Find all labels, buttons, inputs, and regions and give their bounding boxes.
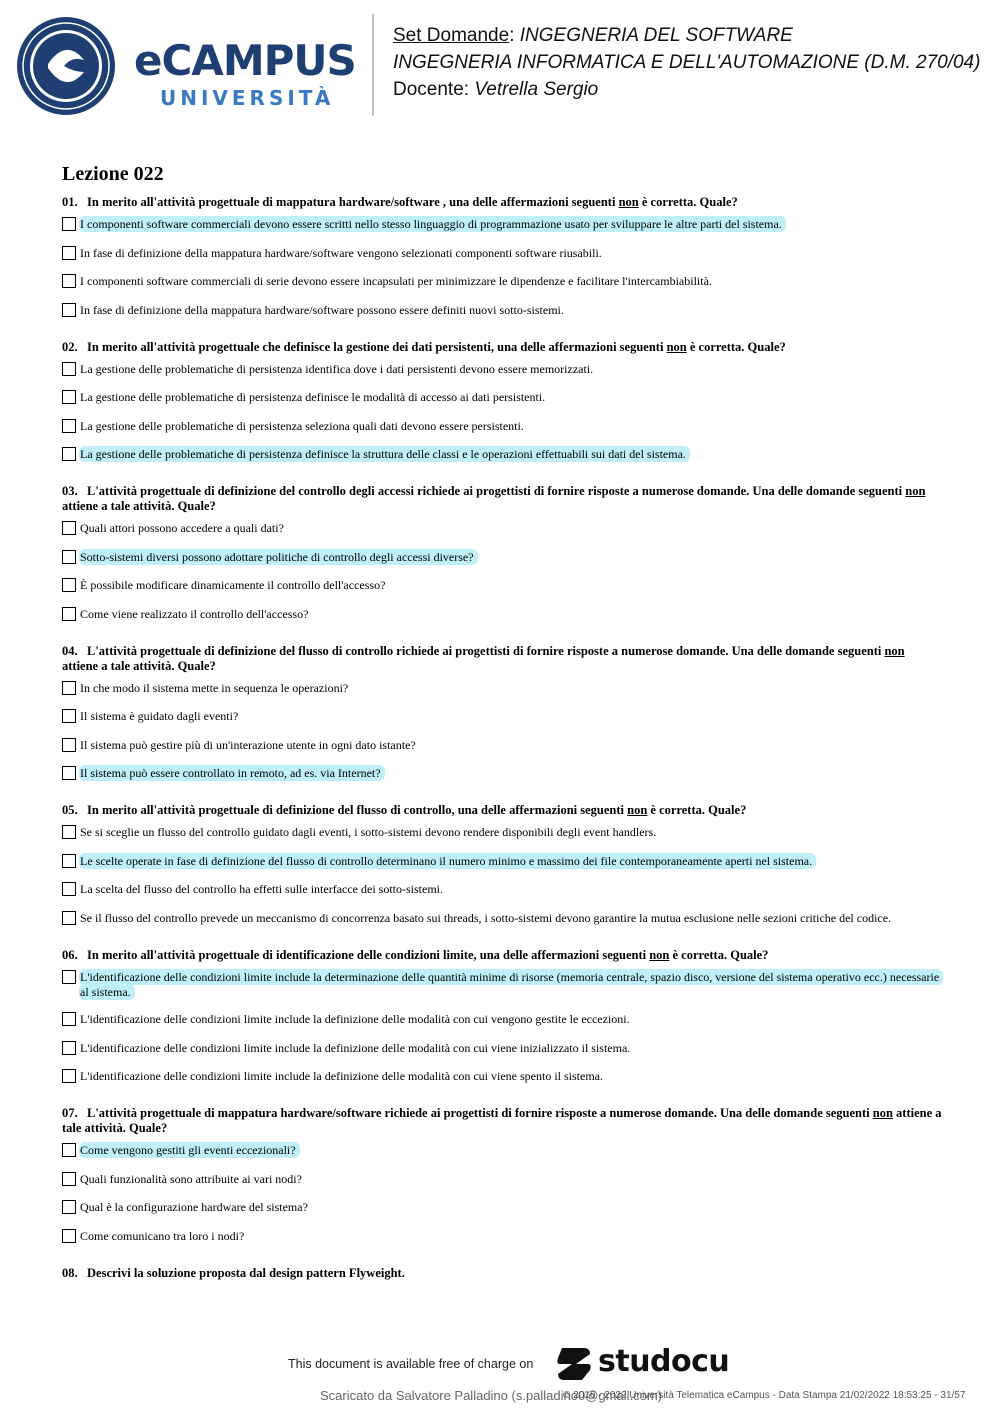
- answer-text: Quali funzionalità sono attribuite ai vari nodi?: [80, 1171, 302, 1186]
- answer-text: La scelta del flusso del controllo ha effetti sulle interfacce dei sotto-sistemi.: [80, 882, 443, 896]
- question-number: 01.: [62, 195, 78, 209]
- answer-checkbox[interactable]: [62, 303, 76, 317]
- question-text-before: In merito all'attività progettuale che definisce la gestione dei dati persistenti, una delle affermazioni seguenti: [87, 339, 667, 354]
- question-text-after: è corretta. Quale?: [647, 803, 747, 817]
- answer-option[interactable]: [62, 246, 942, 262]
- answer-option[interactable]: [62, 825, 942, 841]
- answer-checkbox[interactable]: [62, 825, 76, 839]
- answer-text: I componenti software commerciali di serie devono essere incapsulati per minimizzare le dipendenze e facilitare l'intercambiabilità.: [80, 274, 712, 288]
- answer-option[interactable]: [62, 1069, 942, 1085]
- answer-text: Il sistema è guidato dagli eventi?: [80, 709, 239, 723]
- answer-checkbox[interactable]: [62, 970, 76, 984]
- question-block: [62, 644, 942, 783]
- studocu-logo-icon: [554, 1344, 594, 1384]
- open-question-number: 08.: [62, 1265, 78, 1280]
- answer-option[interactable]: [62, 419, 942, 435]
- answer-checkbox[interactable]: [62, 521, 76, 535]
- question-block: [62, 948, 942, 1086]
- answer-checkbox[interactable]: [62, 607, 76, 621]
- questions-content: [62, 163, 942, 1281]
- open-question-text: Descrivi la soluzione proposta dal design pattern Flyweight.: [87, 1265, 405, 1280]
- answer-checkbox[interactable]: [62, 1229, 76, 1243]
- teacher-name: Vetrella Sergio: [474, 79, 599, 100]
- answer-text: I componenti software commerciali devono essere scritti nello stesso linguaggio di programmazione usato per sviluppare le altre parti del sistema.: [79, 216, 786, 232]
- footer-print-info: © 2016 - 2022 Università Telematica eCampus - Data Stampa 21/02/2022 18:53:25 - 31/57: [563, 1390, 966, 1401]
- answer-option[interactable]: [62, 1229, 942, 1245]
- answer-checkbox[interactable]: [62, 1172, 76, 1186]
- answer-checkbox[interactable]: [62, 882, 76, 896]
- answer-text: Come viene realizzato il controllo dell'accesso?: [80, 606, 309, 621]
- question-text-before: In merito all'attività progettuale di mappatura hardware/software , una delle affermazioni seguenti: [87, 195, 619, 209]
- answer-checkbox[interactable]: [62, 246, 76, 260]
- answer-option[interactable]: [62, 217, 942, 233]
- answer-checkbox[interactable]: [62, 217, 76, 231]
- answer-checkbox[interactable]: [62, 1143, 76, 1157]
- question-title: [62, 803, 942, 818]
- question-text-before: L'attività progettuale di definizione del flusso di controllo richiede ai progettisti di fornire risposte a numerose domande. Una delle domande seguenti: [87, 643, 885, 658]
- question-number: 06.: [62, 947, 78, 962]
- answer-option[interactable]: [62, 970, 942, 1000]
- answer-checkbox[interactable]: [62, 1012, 76, 1026]
- answer-text: L'identificazione delle condizioni limite include la definizione delle modalità con cui viene spento il sistema.: [80, 1069, 603, 1083]
- answer-option[interactable]: [62, 607, 942, 623]
- question-emphasis-non: non: [884, 643, 905, 658]
- question-number: 04.: [62, 643, 78, 658]
- answer-checkbox[interactable]: [62, 390, 76, 404]
- answer-text: La gestione delle problematiche di persistenza seleziona quali dati devono essere persistenti.: [80, 418, 524, 433]
- question-text-before: In merito all'attività progettuale di identificazione delle condizioni limite, una delle affermazioni seguenti: [87, 947, 650, 962]
- answer-text: In fase di definizione della mappatura hardware/software possono essere definiti nuovi sotto-sistemi.: [80, 302, 564, 317]
- set-value: INGEGNERIA DEL SOFTWARE: [519, 25, 793, 46]
- question-title: [62, 484, 942, 514]
- ecampus-seal-logo: [16, 16, 116, 116]
- footer-downloaded-by: Scaricato da Salvatore Palladino (s.palladino0@gmail.com): [320, 1388, 662, 1403]
- footer-available-text: This document is available free of charge on: [288, 1357, 534, 1371]
- answer-option[interactable]: [62, 550, 942, 566]
- answer-text: La gestione delle problematiche di persistenza definisce la struttura delle classi e le operazioni effettuabili sui dati del sistema.: [79, 446, 690, 462]
- answer-checkbox[interactable]: [62, 738, 76, 752]
- answer-checkbox[interactable]: [62, 578, 76, 592]
- answer-text: È possibile modificare dinamicamente il controllo dell'accesso?: [80, 578, 386, 592]
- course-name: INGEGNERIA INFORMATICA E DELL'AUTOMAZIONE (D.M. 270/04): [393, 52, 981, 73]
- header-info: Set Domande: INGEGNERIA DEL SOFTWARE INGEGNERIA INFORMATICA E DELL'AUTOMAZIONE (D.M. 270/04) Docente: Vetrella Sergio: [393, 25, 981, 100]
- answer-text: Quali attori possono accedere a quali dati?: [80, 521, 284, 535]
- answer-option[interactable]: [62, 911, 942, 927]
- question-text-before: L'attività progettuale di mappatura hardware/software richiede ai progettisti di fornire risposte a numerose domande. Una delle domande seguenti: [87, 1106, 873, 1120]
- question-number: 07.: [62, 1106, 78, 1120]
- question-title: [62, 644, 942, 674]
- question-text-after: è corretta. Quale?: [638, 195, 738, 209]
- header-divider: [372, 14, 374, 116]
- answer-text: L'identificazione delle condizioni limite include la definizione delle modalità con cui vengono gestite le eccezioni.: [80, 1012, 630, 1026]
- question-text-after: attiene a tale attività. Quale?: [62, 1106, 942, 1135]
- answer-option[interactable]: [62, 303, 942, 319]
- answer-checkbox[interactable]: [62, 911, 76, 925]
- set-label: Set Domande: [393, 25, 510, 46]
- lesson-title: Lezione 022: [62, 163, 164, 185]
- question-text-before: L'attività progettuale di definizione del controllo degli accessi richiede ai progettisti di fornire risposte a numerose domande. Una delle domande seguenti: [87, 484, 906, 498]
- answer-option[interactable]: [62, 1200, 942, 1216]
- question-text-after: attiene a tale attività. Quale?: [62, 658, 216, 673]
- answer-checkbox[interactable]: [62, 1041, 76, 1055]
- teacher-label: Docente:: [393, 79, 470, 100]
- answer-checkbox[interactable]: [62, 550, 76, 564]
- answer-option[interactable]: [62, 738, 942, 754]
- question-number: 03.: [62, 484, 78, 498]
- answer-text: L'identificazione delle condizioni limite include la determinazione delle quantità minime di risorse (memoria centrale, spazio disco, versione del sistema operativo ecc.) necessarie al sistema.: [79, 969, 943, 1000]
- question-title: [62, 948, 942, 963]
- question-text-after: è corretta. Quale?: [669, 947, 769, 962]
- question-block: [62, 340, 942, 464]
- answer-text: Qual è la configurazione hardware del sistema?: [80, 1200, 308, 1214]
- answer-text: In che modo il sistema mette in sequenza le operazioni?: [80, 680, 349, 695]
- answer-checkbox[interactable]: [62, 447, 76, 461]
- question-block: [62, 484, 942, 623]
- question-emphasis-non: non: [666, 339, 687, 354]
- answer-option[interactable]: [62, 274, 942, 290]
- ecampus-wordmark-sub: UNIVERSITÀ: [160, 86, 335, 110]
- answer-text: Sotto-sistemi diversi possono adottare politiche di controllo degli accessi diverse?: [79, 549, 478, 565]
- question-emphasis-non: non: [627, 803, 648, 817]
- answer-option[interactable]: [62, 447, 942, 463]
- answer-checkbox[interactable]: [62, 1200, 76, 1214]
- answer-option[interactable]: [62, 1012, 942, 1028]
- open-question: [62, 1266, 942, 1281]
- answer-text: Come comunicano tra loro i nodi?: [80, 1228, 245, 1243]
- studocu-wordmark: studocu: [598, 1344, 730, 1379]
- question-emphasis-non: non: [905, 484, 926, 498]
- question-block: [62, 1106, 942, 1245]
- question-number: 05.: [62, 803, 78, 817]
- answer-text: Se si sceglie un flusso del controllo guidato dagli eventi, i sotto-sistemi devono rendere disponibili degli event handlers.: [80, 825, 657, 839]
- answer-text: La gestione delle problematiche di persistenza definisce le modalità di accesso ai dati persistenti.: [80, 390, 546, 404]
- question-title: [62, 1106, 942, 1136]
- answer-text: Il sistema può essere controllato in remoto, ad es. via Internet?: [79, 765, 385, 781]
- answer-checkbox[interactable]: [62, 854, 76, 868]
- question-text-after: attiene a tale attività. Quale?: [62, 499, 216, 513]
- question-emphasis-non: non: [872, 1106, 893, 1120]
- answer-option[interactable]: [62, 521, 942, 537]
- question-text-before: In merito all'attività progettuale di definizione del flusso di controllo, una delle affermazioni seguenti: [87, 803, 628, 817]
- answer-checkbox[interactable]: [62, 681, 76, 695]
- question-list: [62, 195, 942, 1245]
- answer-option[interactable]: [62, 766, 942, 782]
- answer-option[interactable]: [62, 362, 942, 378]
- answer-option[interactable]: [62, 882, 942, 898]
- question-number: 02.: [62, 339, 78, 354]
- answer-option[interactable]: [62, 1172, 942, 1188]
- answer-text: Come vengono gestiti gli eventi eccezionali?: [79, 1142, 300, 1158]
- answer-option[interactable]: [62, 578, 942, 594]
- answer-text: Le scelte operate in fase di definizione del flusso di controllo determinano il numero minimo e massimo dei file contemporaneamente aperti nel sistema.: [79, 853, 816, 869]
- answer-checkbox[interactable]: [62, 362, 76, 376]
- answer-text: In fase di definizione della mappatura hardware/software vengono selezionati componenti software riusabili.: [80, 245, 602, 260]
- question-block: [62, 803, 942, 927]
- answer-option[interactable]: [62, 390, 942, 406]
- answer-option[interactable]: [62, 681, 942, 697]
- question-title: [62, 340, 942, 355]
- answer-option[interactable]: [62, 854, 942, 870]
- ecampus-wordmark: eCAMPUS: [134, 36, 356, 85]
- answer-checkbox[interactable]: [62, 274, 76, 288]
- answer-text: L'identificazione delle condizioni limite include la definizione delle modalità con cui viene inizializzato il sistema.: [80, 1040, 631, 1055]
- answer-checkbox[interactable]: [62, 709, 76, 723]
- answer-option[interactable]: [62, 1143, 942, 1159]
- answer-checkbox[interactable]: [62, 1069, 76, 1083]
- question-title: [62, 195, 942, 210]
- answer-checkbox[interactable]: [62, 419, 76, 433]
- question-emphasis-non: non: [618, 195, 639, 209]
- answer-text: La gestione delle problematiche di persistenza identifica dove i dati persistenti devono essere memorizzati.: [80, 361, 594, 376]
- page-header: [0, 0, 1000, 130]
- answer-option[interactable]: [62, 1041, 942, 1057]
- answer-option[interactable]: [62, 709, 942, 725]
- answer-text: Il sistema può gestire più di un'interazione utente in ogni dato istante?: [80, 737, 416, 752]
- answer-checkbox[interactable]: [62, 766, 76, 780]
- question-text-after: è corretta. Quale?: [686, 339, 786, 354]
- question-emphasis-non: non: [649, 947, 670, 962]
- answer-text: Se il flusso del controllo prevede un meccanismo di concorrenza basato sui threads, i sotto-sistemi devono garantire la mutua esclusione nelle sezioni critiche del codice.: [80, 910, 892, 925]
- question-block: [62, 195, 942, 319]
